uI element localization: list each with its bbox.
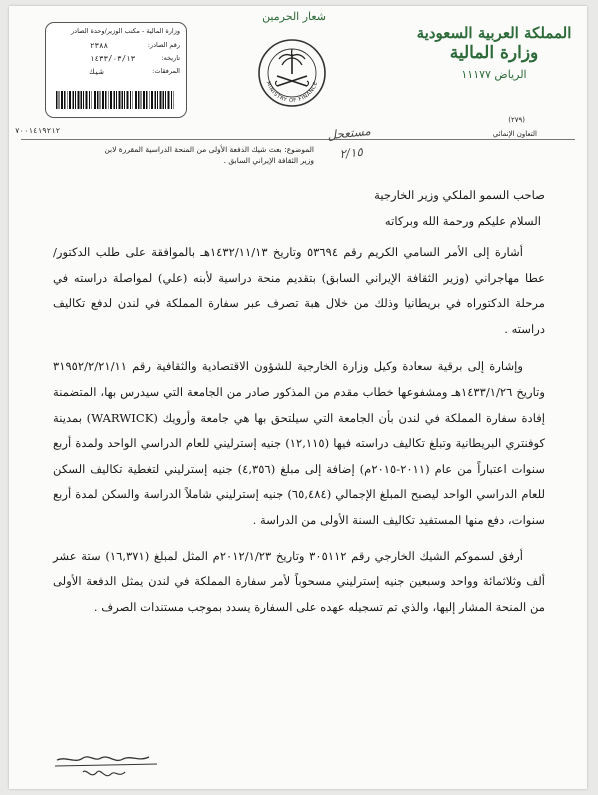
handwritten-signature bbox=[53, 750, 163, 786]
department-name: التعاون الإنمائي bbox=[492, 130, 537, 138]
stamp-row bbox=[52, 67, 180, 77]
stamp-label: رقم الصادر: bbox=[147, 41, 180, 49]
kingdom-title: المملكة العربية السعودية bbox=[416, 24, 572, 42]
stamp-label: تاريخه: bbox=[161, 54, 180, 62]
ministry-title: وزارة المالية bbox=[449, 43, 539, 63]
letterhead bbox=[409, 24, 579, 81]
subject-label: الموضوع: bbox=[284, 145, 314, 154]
letter-page bbox=[9, 6, 587, 789]
barcode bbox=[56, 91, 176, 109]
paragraph: وإشارة إلى برقية سعادة وكيل وزارة الخارجية للشؤون الاقتصادية والثقافية رقم ٣١٩٥٢/٢/٢١/١١ وتاريخ ١٤٣٣/١/٢٦هـ ومشفوعها خطاب مقدم من المذكور صادر من الجامعة التي سيدرس بها، المتضمنة إفادة سفارة المملكة في لندن بأن الجامعة التي سيلتحق بها هي جامعة وأرويك (WARWICK) بمدينة كوفنتري البريطانية وتبلغ تكاليف دراسته فيها (١٢,١١٥) جنيه إسترليني للعام الدراسي الواحد ولمدة أربع سنوات اعتباراً من عام (٢٠١١-٢٠١٥م) إضافة إلى مبلغ (٤,٣٥٦) جنيه إسترليني لتغطية تكاليف السكن للعام الدراسي الواحد ليصبح المبلغ الإجمالي (٦٥,٤٨٤) جنيه إسترليني شاملاً الدراسة والسكن لمدة أربع سنوات، دفع منها المستفيد تكاليف السنة الأولى من الدراسة . bbox=[53, 359, 546, 527]
letter-body bbox=[53, 182, 545, 620]
stamp-label: المرفقات: bbox=[152, 67, 180, 75]
header-divider bbox=[21, 139, 575, 140]
ministry-seal-icon bbox=[257, 38, 327, 108]
stamp-row bbox=[52, 54, 180, 64]
serial-number: ٧٠٠١٤١٩٢١٢ bbox=[15, 126, 61, 135]
stamp-row bbox=[52, 41, 180, 51]
salutation: صاحب السمو الملكي وزير الخارجية bbox=[374, 188, 545, 202]
stamp-org: وزارة المالية - مكتب الوزير/وحدة الصادر bbox=[71, 27, 180, 35]
handnote-urgent: مستعجل bbox=[326, 123, 372, 143]
seal-caption: MINISTRY OF FINANCE bbox=[264, 80, 320, 105]
reference-number: (٢٧٩) bbox=[508, 116, 525, 124]
stamp-value: ١٤٣٣/٠٣/١٣ bbox=[90, 54, 136, 63]
city-postcode: الرياض ١١١٧٧ bbox=[461, 68, 527, 81]
stamp-value: شيك bbox=[90, 67, 104, 76]
paragraph: أرفق لسموكم الشيك الخارجي رقم ٣٠٥١١٢ وتاريخ ٢٠١٢/١/٢٣م المثل لمبلغ (١٦,٣٧١) ستة عشر ألف وثلاثمائة وواحد وسبعين جنيه إسترليني مسحوباً لأمر سفارة المملكة في لندن يمثل الدفعة الأولى من المنحة المشار إليها، والذي تم تسجيله عهده على السفارة يسدد بموجب مستندات الصرف . bbox=[53, 548, 545, 614]
paragraph: أشارة إلى الأمر السامي الكريم رقم ٥٣٦٩٤ وتاريخ ١٤٣٢/١١/١٣هـ بالموافقة على طلب الدكتور/ عطا مهاجراني (وزير الثقافة الإيراني السابق) بتقديم منحة دراسية لأبنه (علي) لمواصلة دراسته في مرحلة الدكتوراه في بريطانيا وذلك من خلال هبة تصرف عبر سفارة المملكة في لندن لدفع تكاليف دراسته . bbox=[53, 245, 545, 336]
subject-block bbox=[104, 144, 314, 166]
handwritten-note bbox=[309, 122, 394, 182]
greeting: السلام عليكم ورحمة الله وبركاته bbox=[384, 214, 541, 228]
stamp-value: ٢٣٨٨ bbox=[90, 41, 109, 50]
outgoing-stamp bbox=[45, 22, 187, 118]
handnote-date: ٢/١٥ bbox=[338, 144, 364, 162]
emblem-script: شعار الحرمين bbox=[262, 10, 326, 23]
subject-text: بعث شيك الدفعة الأولى من المنحة الدراسية المقررة لابن وزير الثقافة الإيراني السابق . bbox=[104, 145, 314, 165]
